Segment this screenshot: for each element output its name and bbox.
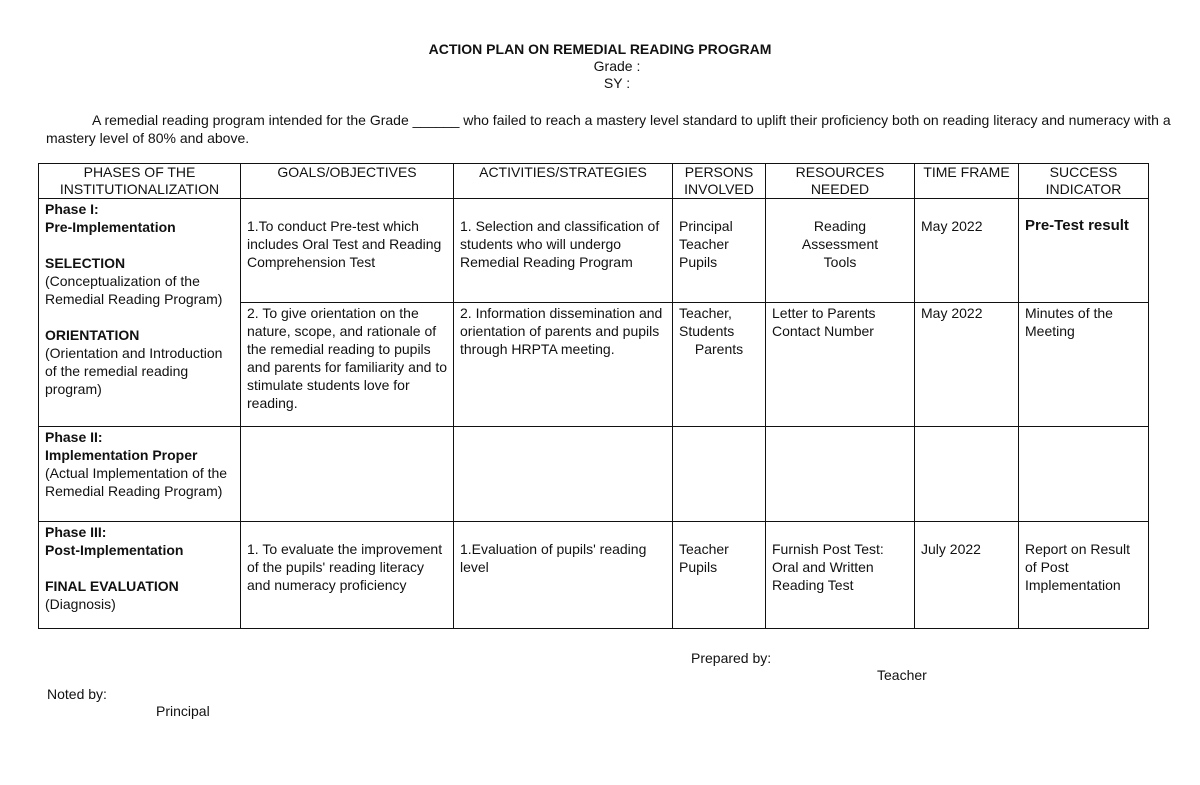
resource-tools: Tools <box>823 254 857 270</box>
table-row <box>39 199 1149 303</box>
table-row <box>39 522 1149 629</box>
school-year-line: SY : <box>603 75 631 91</box>
orientation-desc: (Orientation and Introduction of the remedial reading program) <box>45 345 223 397</box>
table-header-row <box>39 164 1149 199</box>
phase2-cell <box>39 427 241 522</box>
person-pupils-3: Pupils <box>679 559 718 575</box>
resource-contact: Contact Number <box>772 323 874 339</box>
person-teacher-3: Teacher <box>679 541 729 557</box>
phase3-label: Phase III: <box>45 524 107 540</box>
action-plan-table <box>38 163 1149 629</box>
person-students: Students <box>679 323 735 339</box>
phase1-name: Pre-Implementation <box>45 219 176 235</box>
header-phases: PHASES OF THE INSTITUTIONALIZATION <box>39 164 241 199</box>
header-success: SUCCESS INDICATOR <box>1019 164 1149 199</box>
time-2: May 2022 <box>915 303 1019 427</box>
noted-by-label: Noted by: <box>47 686 107 702</box>
person-parents: Parents <box>694 341 744 357</box>
orientation-title: ORIENTATION <box>45 327 140 343</box>
person-principal: Principal <box>679 218 733 234</box>
header-activities: ACTIVITIES/STRATEGIES <box>454 164 673 199</box>
header-persons: PERSONS INVOLVED <box>673 164 766 199</box>
grade-line: Grade : <box>593 58 641 74</box>
person-teacher: Teacher <box>679 236 729 252</box>
phase2-name: Implementation Proper <box>45 447 198 463</box>
phase1-label: Phase I: <box>45 201 99 217</box>
teacher-signature-label: Teacher <box>877 667 927 683</box>
resource-letter: Letter to Parents <box>772 305 876 321</box>
resource-post-test: Furnish Post Test: Oral and Written Reading Test <box>772 541 884 593</box>
person-pupils: Pupils <box>679 254 718 270</box>
goal-3: 1. To evaluate the improvement of the pupils' reading literacy and numeracy proficiency <box>247 541 443 593</box>
prepared-by-label: Prepared by: <box>691 650 772 666</box>
phase1-cell <box>39 199 241 427</box>
intro-paragraph: A remedial reading program intended for the Grade ______ who failed to reach a mastery level standard to uplift their proficiency both on reading literacy and numeracy with a mastery level of 80% and above. <box>46 112 1171 146</box>
time-1: May 2022 <box>921 218 983 234</box>
activity-1: 1. Selection and classification of students who will undergo Remedial Reading Program <box>460 218 660 270</box>
phase3-cell <box>39 522 241 629</box>
phase2-desc: (Actual Implementation of the Remedial Reading Program) <box>45 465 228 499</box>
resource-assessment: Assessment <box>801 236 879 252</box>
header-time: TIME FRAME <box>915 164 1019 199</box>
header-goals: GOALS/OBJECTIVES <box>241 164 454 199</box>
selection-desc: (Conceptualization of the Remedial Reading Program) <box>45 273 223 307</box>
table-row <box>39 427 1149 522</box>
success-3: Report on Result of Post Implementation <box>1025 541 1131 593</box>
header-resources: RESOURCES NEEDED <box>766 164 915 199</box>
final-eval-desc: (Diagnosis) <box>45 596 116 612</box>
selection-title: SELECTION <box>45 255 126 271</box>
activity-2: 2. Information dissemination and orientation of parents and pupils through HRPTA meeting. <box>454 303 673 427</box>
goal-2: 2. To give orientation on the nature, scope, and rationale of the remedial reading to pupils and parents for familiarity and to stimulate students love for reading. <box>241 303 454 427</box>
document-title: ACTION PLAN ON REMEDIAL READING PROGRAM <box>428 41 772 57</box>
phase2-label: Phase II: <box>45 429 103 445</box>
time-3: July 2022 <box>921 541 981 557</box>
success-1: Pre-Test result <box>1025 217 1129 234</box>
success-2: Minutes of the Meeting <box>1019 303 1149 427</box>
person-teacher-2: Teacher, <box>679 305 732 321</box>
principal-signature-label: Principal <box>156 703 210 719</box>
phase3-name: Post-Implementation <box>45 542 184 558</box>
activity-3: 1.Evaluation of pupils' reading level <box>460 541 647 575</box>
goal-1: 1.To conduct Pre-test which includes Oral Test and Reading Comprehension Test <box>247 218 442 270</box>
final-eval-title: FINAL EVALUATION <box>45 578 179 594</box>
resource-reading: Reading <box>813 218 867 234</box>
